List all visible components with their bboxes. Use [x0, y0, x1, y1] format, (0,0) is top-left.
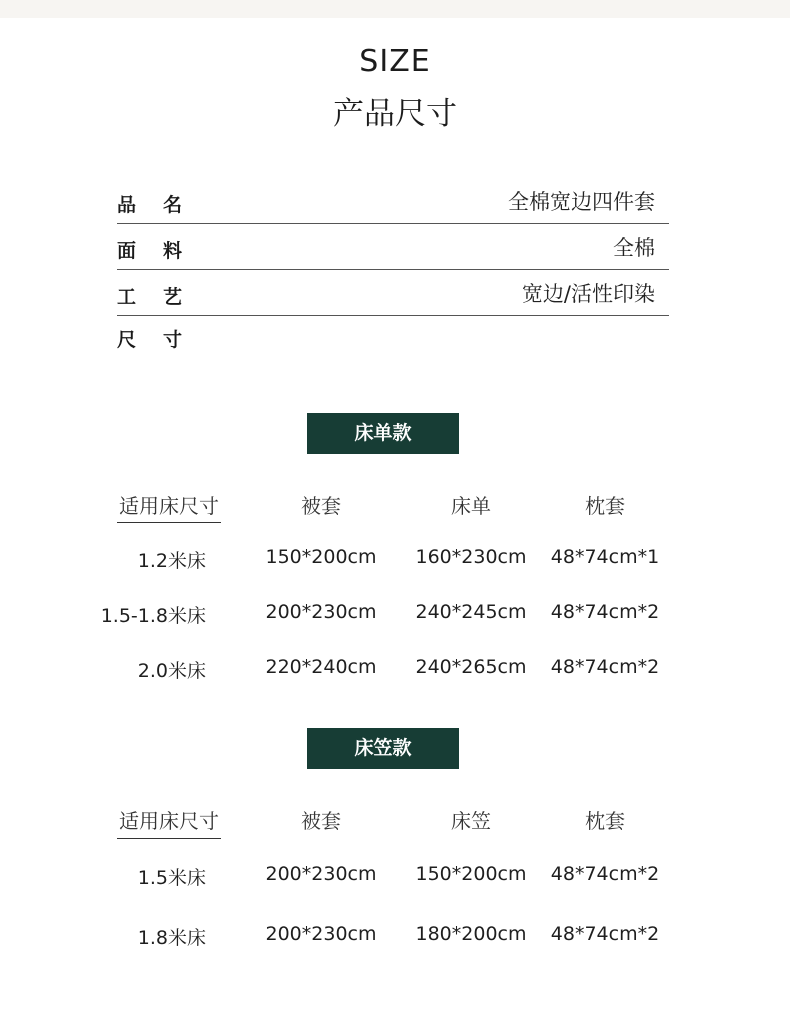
table-cell: 2.0米床 — [137, 660, 206, 682]
table-header: 枕套 — [585, 494, 625, 518]
page-title-cn: 产品尺寸 — [333, 96, 457, 132]
table-cell: 220*240cm — [265, 656, 377, 678]
table-header: 床笠 — [451, 809, 491, 833]
table-cell: 1.5米床 — [137, 867, 206, 889]
table-cell: 200*230cm — [265, 863, 377, 885]
table-cell: 160*230cm — [415, 546, 527, 568]
table-header: 床单 — [451, 494, 491, 518]
info-value: 全棉 — [613, 236, 655, 260]
table-cell: 48*74cm*1 — [550, 546, 660, 568]
info-value: 全棉宽边四件套 — [508, 190, 655, 214]
info-value: 宽边/活性印染 — [521, 282, 655, 306]
table-cell: 48*74cm*2 — [550, 923, 660, 945]
info-row-name — [117, 178, 669, 224]
page-title-en: SIZE — [359, 44, 431, 79]
section-banner-sheet: 床单款 — [307, 413, 459, 454]
header-underline — [117, 522, 221, 523]
table-cell: 48*74cm*2 — [550, 863, 660, 885]
info-row-size — [117, 313, 669, 359]
table-cell: 48*74cm*2 — [550, 656, 660, 678]
info-row-craft — [117, 270, 669, 316]
table-cell: 48*74cm*2 — [550, 601, 660, 623]
section-banner-fitted: 床笠款 — [307, 728, 459, 769]
info-label: 尺寸 — [117, 329, 210, 351]
info-label: 品名 — [117, 194, 210, 216]
table-cell: 1.8米床 — [137, 927, 206, 949]
header-underline — [117, 838, 221, 839]
table-header: 适用床尺寸 — [119, 494, 219, 518]
table-cell: 150*200cm — [265, 546, 377, 568]
info-label: 工艺 — [117, 286, 210, 308]
table-cell: 200*230cm — [265, 923, 377, 945]
table-header: 被套 — [301, 809, 341, 833]
table-header: 被套 — [301, 494, 341, 518]
table-cell: 240*245cm — [415, 601, 527, 623]
top-band — [0, 0, 790, 18]
info-label: 面料 — [117, 240, 210, 262]
table-cell: 1.5-1.8米床 — [100, 605, 206, 627]
table-header: 枕套 — [585, 809, 625, 833]
info-row-fabric — [117, 224, 669, 270]
table-cell: 200*230cm — [265, 601, 377, 623]
table-cell: 150*200cm — [415, 863, 527, 885]
table-cell: 180*200cm — [415, 923, 527, 945]
table-cell: 1.2米床 — [137, 550, 206, 572]
table-header: 适用床尺寸 — [119, 809, 219, 833]
table-cell: 240*265cm — [415, 656, 527, 678]
